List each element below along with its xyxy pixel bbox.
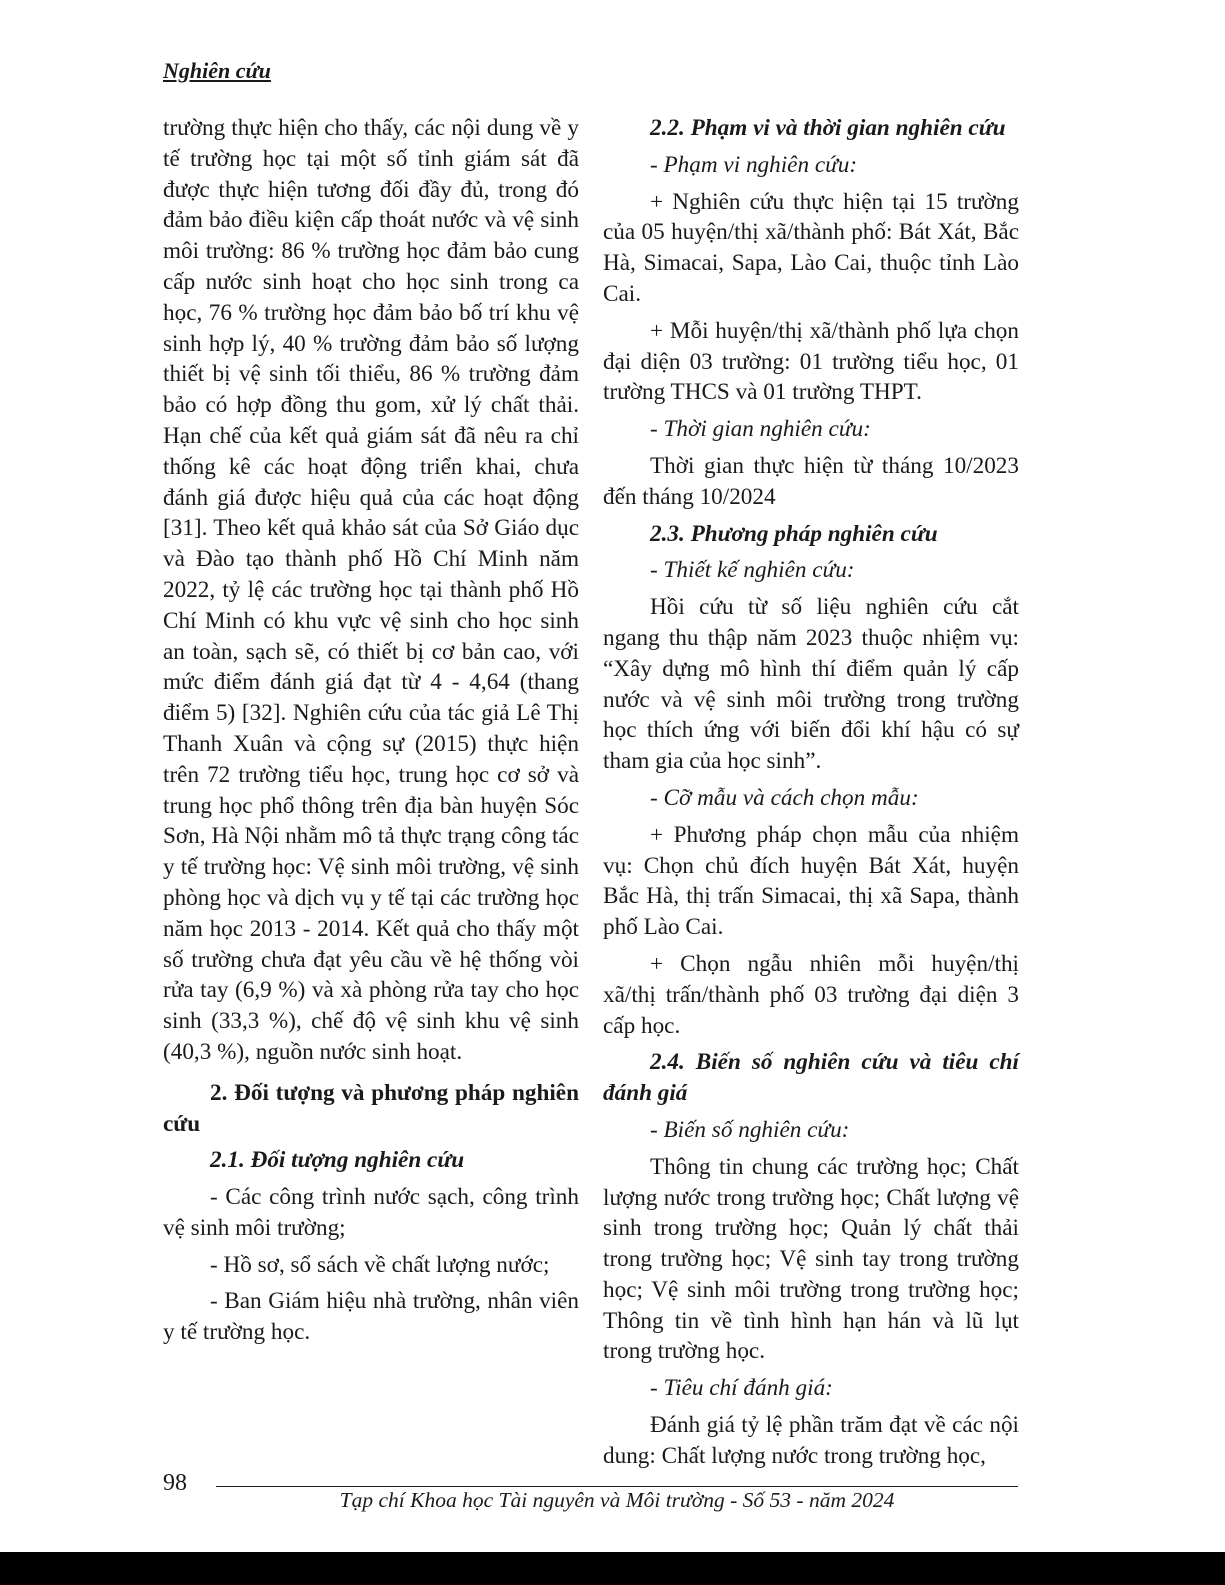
time-text: Thời gian thực hiện từ tháng 10/2023 đến tháng 10/2024 bbox=[603, 452, 1019, 510]
scope-label: - Phạm vi nghiên cứu: bbox=[650, 151, 858, 178]
section-heading-2: 2. Đối tượng và phương pháp nghiên cứu bbox=[163, 1079, 579, 1137]
variable-text: Thông tin chung các trường học; Chất lượng nước trong trường học; Chất lượng vệ sinh trong trường học; Quản lý chất thải trong trường học; Vệ sinh tay trong trường học; Vệ sinh môi trường trong trường học; Thông tin về tình hình hạn hán và lũ lụt trong trường học. bbox=[603, 1153, 1019, 1365]
subsection-heading-2-2: 2.2. Phạm vi và thời gian nghiên cứu bbox=[650, 115, 1006, 141]
scope-item: + Nghiên cứu thực hiện tại 15 trường của 05 huyện/thị xã/thành phố: Bát Xát, Bắc Hà, Simacai, Sapa, Lào Cai, thuộc tỉnh Lào Cai. bbox=[603, 188, 1019, 307]
left-column bbox=[163, 113, 579, 1354]
time-label: - Thời gian nghiên cứu: bbox=[650, 416, 871, 443]
subsection-heading-2-4: 2.4. Biến số nghiên cứu và tiêu chí đánh giá bbox=[603, 1049, 1019, 1107]
running-head: Nghiên cứu bbox=[163, 58, 271, 83]
right-column bbox=[603, 113, 1019, 1478]
page-number: 98 bbox=[163, 1470, 187, 1496]
design-label: - Thiết kế nghiên cứu: bbox=[650, 557, 855, 584]
list-item: - Ban Giám hiệu nhà trường, nhân viên y tế trường học. bbox=[163, 1288, 579, 1346]
design-text: Hồi cứu từ số liệu nghiên cứu cắt ngang thu thập năm 2023 thuộc nhiệm vụ: “Xây dựng mô hình thí điểm quản lý cấp nước và vệ sinh môi trường trong trường học thích ứng với biến đổi khí hậu có sự tham gia của học sinh”. bbox=[603, 594, 1019, 775]
sample-label: - Cỡ mẫu và cách chọn mẫu: bbox=[650, 784, 919, 811]
variable-label: - Biến số nghiên cứu: bbox=[650, 1116, 850, 1143]
list-item: - Các công trình nước sạch, công trình vệ sinh môi trường; bbox=[163, 1184, 579, 1241]
scope-item: + Mỗi huyện/thị xã/thành phố lựa chọn đại diện 03 trường: 01 trường tiểu học, 01 trường THCS và 01 trường THPT. bbox=[603, 317, 1019, 406]
paragraph-intro-continued: trường thực hiện cho thấy, các nội dung về y tế trường học tại một số tỉnh giám sát đã được thực hiện tương đối đầy đủ, trong đó đảm bảo điều kiện cấp thoát nước và vệ sinh môi trường: 86 % trường học đảm bảo cung cấp nước sinh hoạt cho học sinh trong ca học, 76 % trường học đảm bảo bố trí khu vệ sinh hợp lý, 40 % trường đảm bảo số lượng thiết bị vệ sinh tối thiểu, 86 % trường đảm bảo có hợp đồng thu gom, xử lý chất thải. Hạn chế của kết quả giám sát đã nêu ra chỉ thống kê các hoạt động triển khai, chưa đánh giá được hiệu quả của các hoạt động [31]. Theo kết quả khảo sát của Sở Giáo dục và Đào tạo thành phố Hồ Chí Minh năm 2022, tỷ lệ các trường học tại thành phố Hồ Chí Minh có khu vực vệ sinh cho học sinh an toàn, sạch sẽ, có thiết bị cơ bản cao, với mức điểm đánh giá đạt từ 4 - 4,64 (thang điểm 5) [32]. Nghiên cứu của tác giả Lê Thị Thanh Xuân và cộng sự (2015) thực hiện trên 72 trường tiểu học, trung học cơ sở và trung học phổ thông trên địa bàn huyện Sóc Sơn, Hà Nội nhằm mô tả thực trạng công tác y tế trường học: Vệ sinh môi trường, vệ sinh phòng học và dịch vụ y tế tại các trường học năm học 2013 - 2014. Kết quả cho thấy một số trường chưa đạt yêu cầu về hệ thống vòi rửa tay (6,9 %) và xà phòng rửa tay cho học sinh (33,3 %), chế độ vệ sinh khu vệ sinh (40,3 %), nguồn nước sinh hoạt. bbox=[163, 115, 579, 1065]
footer-rule bbox=[216, 1486, 1018, 1487]
list-item: - Hồ sơ, sổ sách về chất lượng nước; bbox=[210, 1251, 550, 1278]
bottom-black-bar bbox=[0, 1552, 1225, 1585]
sample-item: + Phương pháp chọn mẫu của nhiệm vụ: Chọn chủ đích huyện Bát Xát, huyện Bắc Hà, thị trấn Simacai, thị xã Sapa, thành phố Lào Cai. bbox=[603, 821, 1019, 941]
journal-footer: Tạp chí Khoa học Tài nguyên và Môi trường - Số 53 - năm 2024 bbox=[339, 1488, 895, 1512]
criteria-label: - Tiêu chí đánh giá: bbox=[650, 1375, 833, 1402]
subsection-heading-2-3: 2.3. Phương pháp nghiên cứu bbox=[650, 520, 938, 547]
subsection-heading-2-1: 2.1. Đối tượng nghiên cứu bbox=[210, 1147, 465, 1174]
criteria-text: Đánh giá tỷ lệ phần trăm đạt về các nội dung: Chất lượng nước trong trường học, bbox=[603, 1412, 1019, 1469]
sample-item: + Chọn ngẫu nhiên mỗi huyện/thị xã/thị trấn/thành phố 03 trường đại diện 3 cấp học. bbox=[603, 950, 1019, 1039]
